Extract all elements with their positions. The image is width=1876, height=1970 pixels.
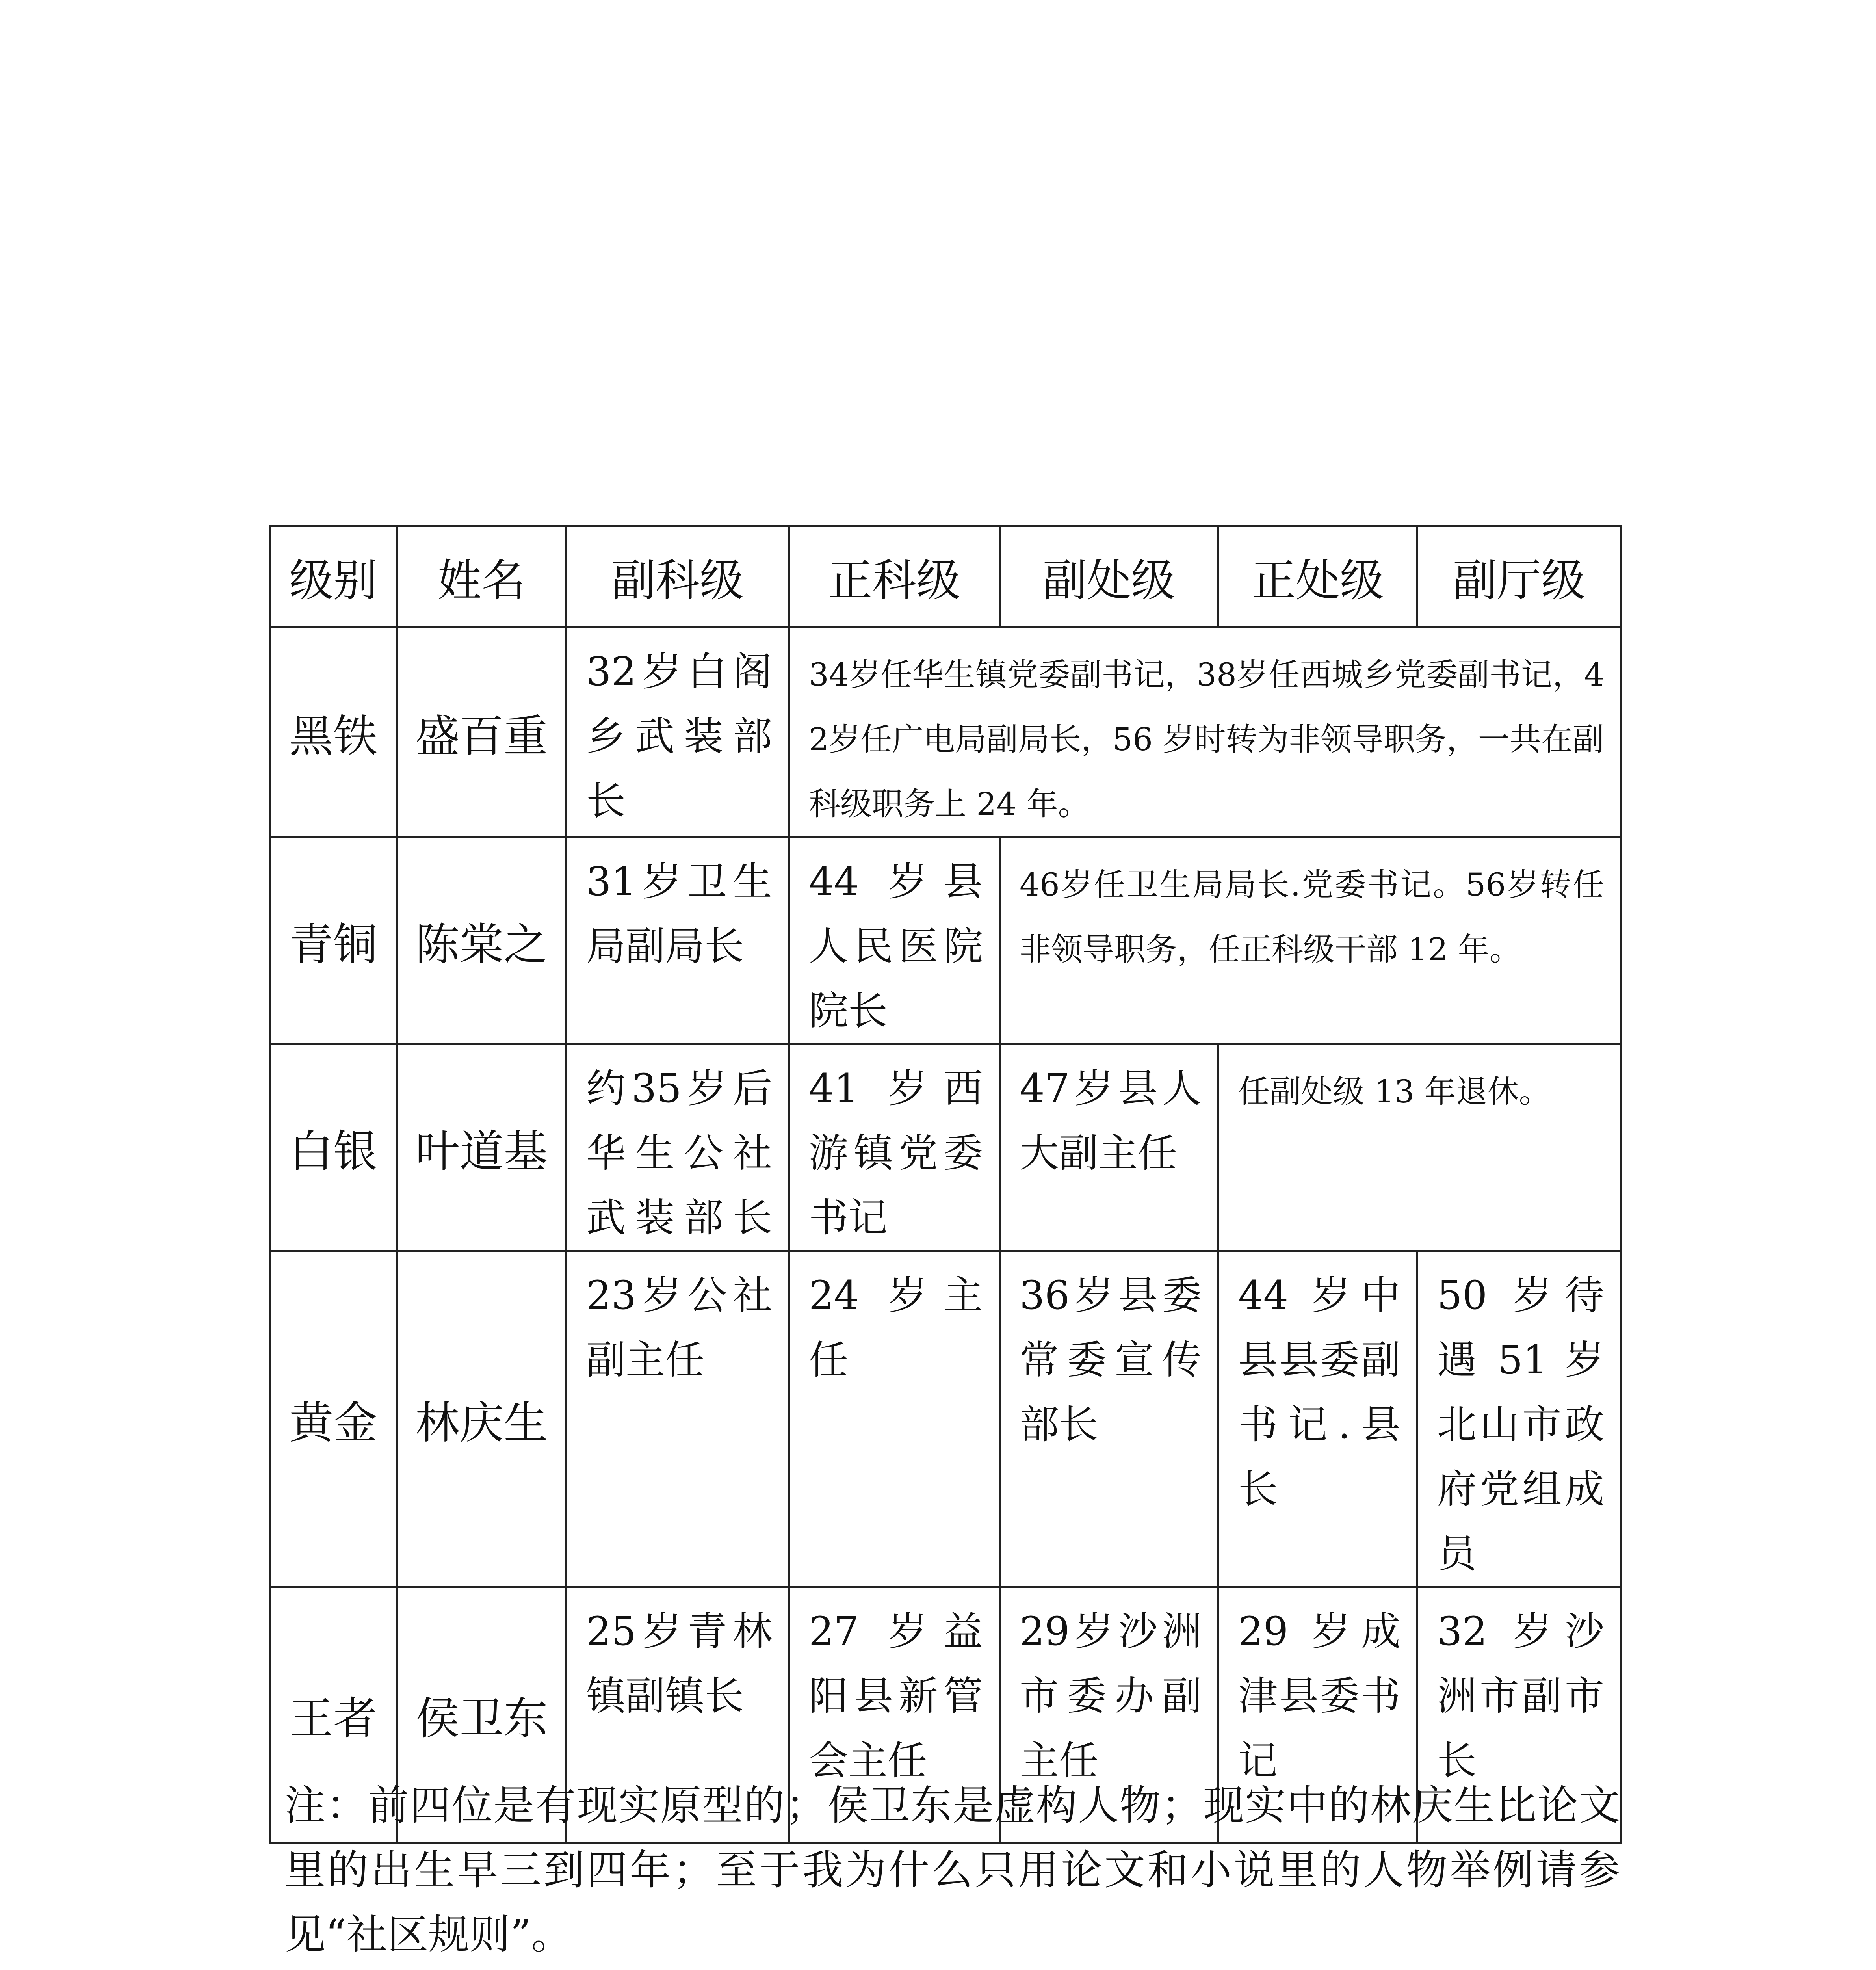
header-fu-chu: 副处级 xyxy=(1000,526,1218,628)
fu-ke-cell: 约35岁后华生公社武装部长 xyxy=(567,1044,789,1251)
table-row xyxy=(270,838,1621,1044)
table-row xyxy=(270,1251,1621,1587)
header-name: 姓名 xyxy=(397,526,567,628)
fu-chu-cell: 29岁沙洲市委办副主任 xyxy=(1000,1587,1218,1843)
footnote: 注：前四位是有现实原型的；侯卫东是虚构人物；现实中的林庆生比论文里的出生早三到四年；至于我为什么只用论文和小说里的人物举例请参见“社区规则”。 xyxy=(284,1781,1620,1959)
header-zheng-chu: 正处级 xyxy=(1218,526,1417,628)
fu-ke-cell: 25岁青林镇副镇长 xyxy=(567,1587,789,1843)
name-cell: 叶道基 xyxy=(397,1044,567,1251)
name-cell: 林庆生 xyxy=(397,1251,567,1587)
header-level: 级别 xyxy=(270,526,397,628)
name-cell: 陈棠之 xyxy=(397,838,567,1044)
name-cell: 侯卫东 xyxy=(397,1587,567,1843)
fu-ting-cell: 50 岁待遇 51 岁北山市政府党组成员 xyxy=(1417,1251,1621,1587)
span-cell: 任副处级 13 年退休。 xyxy=(1218,1044,1621,1251)
zheng-ke-cell: 44 岁县人民医院院长 xyxy=(789,838,1000,1044)
level-cell: 白银 xyxy=(270,1044,397,1251)
header-row xyxy=(270,526,1621,628)
table-row xyxy=(270,628,1621,838)
fu-chu-cell: 36岁县委常委宣传部长 xyxy=(1000,1251,1218,1587)
fu-ke-cell: 32岁白阁乡武装部长 xyxy=(567,628,789,838)
fu-ting-cell: 32 岁沙洲市副市长 xyxy=(1417,1587,1621,1843)
header-fu-ke: 副科级 xyxy=(567,526,789,628)
span-cell: 46岁任卫生局局长.党委书记。56岁转任非领导职务，任正科级干部 12 年。 xyxy=(1000,838,1621,1044)
header-zheng-ke: 正科级 xyxy=(789,526,1000,628)
level-cell: 黑铁 xyxy=(270,628,397,838)
fu-chu-cell: 47岁县人大副主任 xyxy=(1000,1044,1218,1251)
fu-ke-cell: 23岁公社副主任 xyxy=(567,1251,789,1587)
fu-ke-cell: 31岁卫生局副局长 xyxy=(567,838,789,1044)
career-table xyxy=(269,525,1622,1844)
level-cell: 黄金 xyxy=(270,1251,397,1587)
zheng-ke-cell: 41 岁西游镇党委书记 xyxy=(789,1044,1000,1251)
zheng-ke-cell: 27 岁益阳县新管会主任 xyxy=(789,1587,1000,1843)
name-cell: 盛百重 xyxy=(397,628,567,838)
level-cell: 青铜 xyxy=(270,838,397,1044)
header-fu-ting: 副厅级 xyxy=(1417,526,1621,628)
zheng-chu-cell: 29 岁成津县委书记 xyxy=(1218,1587,1417,1843)
zheng-chu-cell: 44 岁中县县委副书记.县长 xyxy=(1218,1251,1417,1587)
level-cell: 王者 xyxy=(270,1587,397,1843)
span-cell: 34岁任华生镇党委副书记，38岁任西城乡党委副书记，42岁任广电局副局长，56 岁时转为非领导职务，一共在副科级职务上 24 年。 xyxy=(789,628,1621,838)
zheng-ke-cell: 24 岁主任 xyxy=(789,1251,1000,1587)
table-row xyxy=(270,1044,1621,1251)
